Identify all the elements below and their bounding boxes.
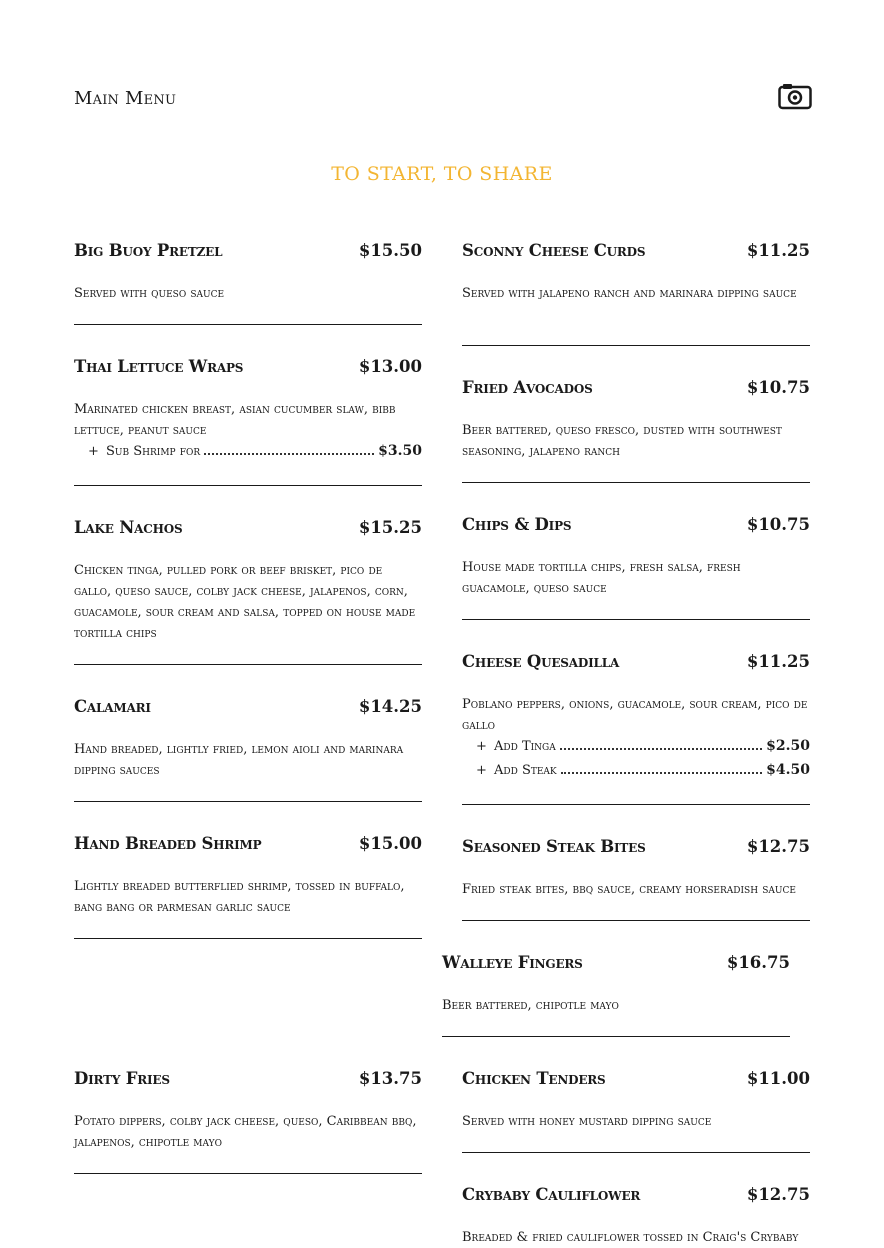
plus-icon: + bbox=[476, 739, 487, 754]
item-name: Fried Avocados bbox=[462, 378, 593, 397]
item-description: Served with honey mustard dipping sauce bbox=[462, 1114, 712, 1129]
menu-item bbox=[74, 357, 422, 467]
divider bbox=[462, 920, 810, 921]
divider bbox=[74, 485, 422, 486]
item-price: $15.50 bbox=[358, 241, 422, 260]
menu-item bbox=[462, 378, 810, 462]
item-description: Poblano peppers, onions, guacamole, sour cream, pico de gallo bbox=[462, 697, 808, 733]
divider bbox=[442, 1036, 790, 1037]
menu-item bbox=[462, 837, 810, 900]
menu-title: Main Menu bbox=[74, 88, 177, 109]
item-name: Cheese Quesadilla bbox=[462, 652, 620, 671]
item-name: Chips & Dips bbox=[462, 515, 572, 534]
divider bbox=[74, 938, 422, 939]
dot-leader bbox=[561, 771, 763, 774]
item-name: Big Buoy Pretzel bbox=[74, 241, 223, 260]
divider bbox=[74, 664, 422, 665]
menu-item bbox=[462, 1069, 810, 1132]
item-description: Marinated chicken breast, asian cucumber slaw, bibb lettuce, peanut sauce bbox=[74, 402, 396, 438]
item-description: Beer battered, queso fresco, dusted with southwest seasoning, jalapeno ranch bbox=[462, 423, 782, 459]
camera-icon[interactable] bbox=[778, 82, 812, 110]
dot-leader bbox=[560, 747, 762, 750]
menu-item bbox=[462, 652, 810, 786]
menu-item bbox=[74, 1069, 422, 1153]
item-description: Breaded & fried cauliflower tossed in Craig's Crybaby bbox=[462, 1230, 799, 1245]
item-name: Lake Nachos bbox=[74, 518, 183, 537]
addon-row bbox=[74, 443, 422, 467]
item-price: $11.25 bbox=[746, 241, 810, 260]
section-title: TO START, TO SHARE bbox=[331, 163, 553, 185]
item-description: Fried steak bites, bbq sauce, creamy horseradish sauce bbox=[462, 882, 796, 897]
item-price: $15.25 bbox=[358, 518, 422, 537]
item-name: Walleye Fingers bbox=[442, 953, 583, 972]
item-price: $14.25 bbox=[358, 697, 422, 716]
menu-item bbox=[74, 518, 422, 644]
addon-label: Add Steak bbox=[494, 763, 557, 778]
item-description: Lightly breaded butterflied shrimp, tossed in buffalo, bang bang or parmesan garlic sauce bbox=[74, 879, 405, 915]
item-description: Served with queso sauce bbox=[74, 286, 225, 301]
plus-icon: + bbox=[88, 444, 99, 459]
divider bbox=[74, 1173, 422, 1174]
divider bbox=[462, 1152, 810, 1153]
item-name: Thai Lettuce Wraps bbox=[74, 357, 244, 376]
dot-leader bbox=[204, 452, 374, 455]
item-name: Calamari bbox=[74, 697, 151, 716]
item-description: Chicken tinga, pulled pork or beef brisket, pico de gallo, queso sauce, colby jack cheese, jalapenos, corn, guacamole, sour cream and salsa, topped on house made tortilla chips bbox=[74, 563, 416, 641]
item-price: $10.75 bbox=[746, 378, 810, 397]
plus-icon: + bbox=[476, 763, 487, 778]
item-description: Potato dippers, colby jack cheese, queso, Caribbean bbq, jalapenos, chipotle mayo bbox=[74, 1114, 417, 1150]
menu-item bbox=[442, 953, 790, 1016]
menu-item bbox=[462, 241, 810, 304]
item-price: $10.75 bbox=[746, 515, 810, 534]
divider bbox=[462, 345, 810, 346]
addon-price: $4.50 bbox=[766, 762, 810, 778]
addon-price: $3.50 bbox=[378, 443, 422, 459]
item-price: $12.75 bbox=[746, 837, 810, 856]
divider bbox=[74, 801, 422, 802]
menu-item bbox=[74, 241, 422, 304]
addon-row bbox=[462, 762, 810, 786]
addon-row bbox=[462, 738, 810, 762]
item-price: $13.00 bbox=[358, 357, 422, 376]
addon-price: $2.50 bbox=[766, 738, 810, 754]
menu-item bbox=[462, 1185, 810, 1248]
item-price: $13.75 bbox=[358, 1069, 422, 1088]
item-name: Dirty Fries bbox=[74, 1069, 170, 1088]
item-description: Served with jalapeno ranch and marinara dipping sauce bbox=[462, 286, 797, 301]
divider bbox=[74, 324, 422, 325]
item-description: Beer battered, chipotle mayo bbox=[442, 998, 619, 1013]
divider bbox=[462, 482, 810, 483]
item-name: Chicken Tenders bbox=[462, 1069, 606, 1088]
item-name: Sconny Cheese Curds bbox=[462, 241, 646, 260]
item-price: $11.25 bbox=[746, 652, 810, 671]
item-description: Hand breaded, lightly fried, lemon aioli and marinara dipping sauces bbox=[74, 742, 404, 778]
item-price: $16.75 bbox=[726, 953, 790, 972]
divider bbox=[462, 619, 810, 620]
item-name: Seasoned Steak Bites bbox=[462, 837, 646, 856]
menu-item bbox=[74, 697, 422, 781]
addon-label: Add Tinga bbox=[494, 739, 556, 754]
item-name: Hand Breaded Shrimp bbox=[74, 834, 262, 853]
menu-item bbox=[462, 515, 810, 599]
item-name: Crybaby Cauliflower bbox=[462, 1185, 641, 1204]
addon-label: Sub Shrimp for bbox=[106, 444, 201, 459]
menu-item bbox=[74, 834, 422, 918]
item-price: $15.00 bbox=[358, 834, 422, 853]
item-price: $11.00 bbox=[746, 1069, 810, 1088]
item-price: $12.75 bbox=[746, 1185, 810, 1204]
divider bbox=[462, 804, 810, 805]
item-description: House made tortilla chips, fresh salsa, fresh guacamole, queso sauce bbox=[462, 560, 741, 596]
